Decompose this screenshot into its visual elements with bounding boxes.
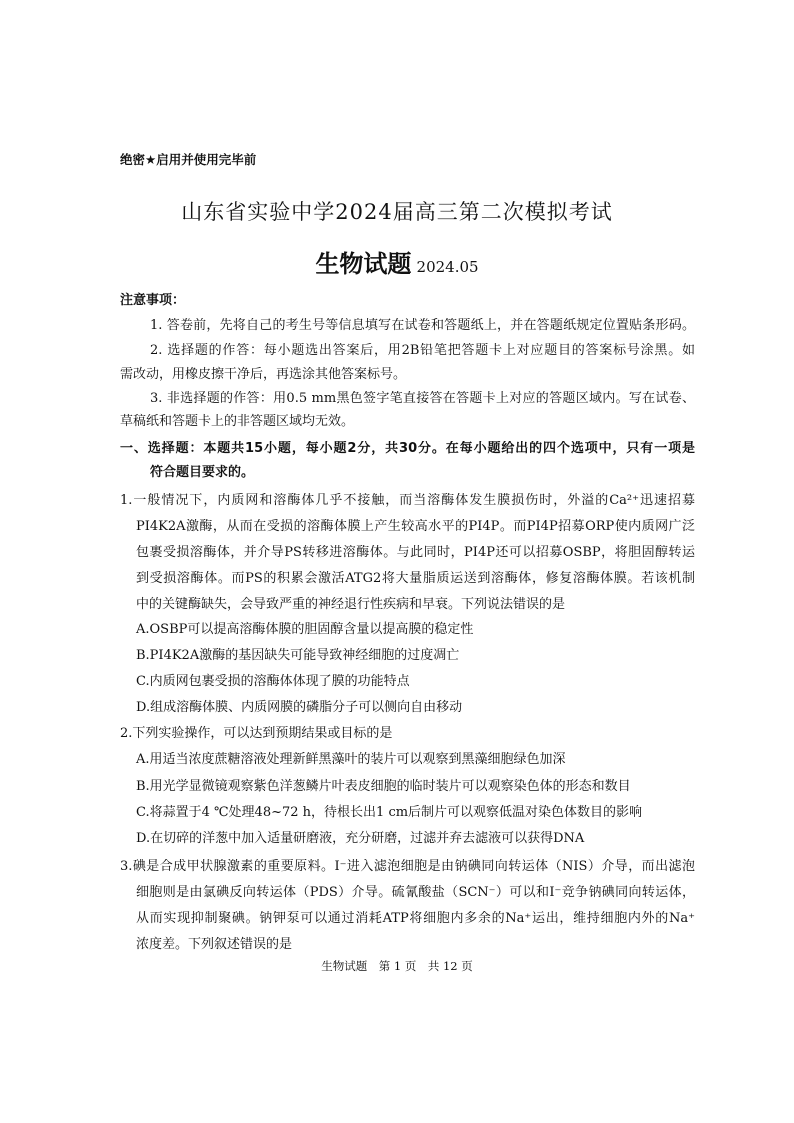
question-2-stem: 2.下列实验操作，可以达到预期结果或目标的是 [120, 726, 393, 741]
question-1-stem: 1.一般情况下，内质网和溶酶体几乎不接触，而当溶酶体发生膜损伤时，外溢的Ca²⁺迅速招募 [120, 493, 695, 508]
question-1-option-a: A.OSBP可以提高溶酶体膜的胆固醇含量以提高膜的稳定性 [136, 622, 474, 637]
question-2-option-d: D.在切碎的洋葱中加入适量研磨液，充分研磨，过滤并弃去滤液可以获得DNA [136, 831, 585, 846]
question-1-stem: PI4K2A激酶，从而在受损的溶酶体膜上产生较高水平的PI4P。而PI4P招募ORP使内质网广泛 [136, 519, 695, 534]
question-1-stem: 中的关键酶缺失，会导致严重的神经退行性疾病和早衰。下列说法错误的是 [136, 597, 566, 612]
page-footer: 生物试题 第 1 页 共 12 页 [321, 959, 473, 973]
question-1-option-d: D.组成溶酶体膜、内质网膜的磷脂分子可以侧向自由移动 [136, 700, 463, 715]
exam-date: 2024.05 [416, 258, 479, 276]
section-heading-cont: 符合题目要求的。 [150, 465, 255, 480]
notice-heading: 注意事项： [120, 293, 186, 308]
question-2-option-b: B.用光学显微镜观察紫色洋葱鳞片叶表皮细胞的临时装片可以观察染色体的形态和数目 [136, 779, 631, 794]
notice-item: 3. 非选择题的作答：用0.5 mm黑色签字笔直接答在答题卡上对应的答题区域内。写在试卷、 [150, 391, 695, 406]
notice-item: 1. 答卷前，先将自己的考生号等信息填写在试卷和答题纸上，并在答题纸规定位置贴条形码。 [150, 318, 695, 333]
subject-title [0, 244, 794, 279]
question-3-stem: 细胞则是由氯碘反向转运体（PDS）介导。硫氰酸盐（SCN⁻）可以和I⁻竞争钠碘同向转运体， [136, 885, 695, 900]
exam-title: 山东省实验中学2024届高三第二次模拟考试 [181, 200, 613, 224]
question-3-stem: 3.碘是合成甲状腺激素的重要原料。I⁻进入滤泡细胞是由钠碘同向转运体（NIS）介导，而出滤泡 [120, 859, 695, 874]
section-heading: 一、选择题：本题共15小题，每小题2分，共30分。在每小题给出的四个选项中，只有一项是 [120, 441, 695, 456]
question-1-stem: 包裹受损溶酶体，并介导PS转移进溶酶体。与此同时，PI4P还可以招募OSBP，将胆固醇转运 [136, 545, 695, 560]
subject-name: 生物试题 [315, 250, 412, 278]
question-1-stem: 到受损溶酶体。而PS的积累会激活ATG2将大量脂质运送到溶酶体，修复溶酶体膜。若该机制 [136, 571, 695, 586]
question-3-stem: 从而实现抑制聚碘。钠钾泵可以通过消耗ATP将细胞内多余的Na⁺运出，维持细胞内外的Na⁺ [136, 911, 695, 926]
notice-item: 需改动，用橡皮擦干净后，再选涂其他答案标号。 [120, 367, 407, 382]
question-2-option-a: A.用适当浓度蔗糖溶液处理新鲜黑藻叶的装片可以观察到黑藻细胞绿色加深 [136, 752, 566, 767]
question-3-stem: 浓度差。下列叙述错误的是 [136, 937, 293, 952]
confidential-label: 绝密★启用并使用完毕前 [120, 152, 257, 167]
question-2-option-c: C.将蒜置于4 ℃处理48~72 h，待根长出1 cm后制片可以观察低温对染色体数目的影响 [136, 805, 643, 820]
notice-item: 草稿纸和答题卡上的非答题区域均无效。 [120, 414, 355, 429]
question-1-option-b: B.PI4K2A激酶的基因缺失可能导致神经细胞的过度凋亡 [136, 648, 460, 663]
notice-item: 2. 选择题的作答：每小题选出答案后，用2B铅笔把答题卡上对应题目的答案标号涂黑。如 [150, 343, 695, 358]
question-1-option-c: C.内质网包裹受损的溶酶体体现了膜的功能特点 [136, 674, 410, 689]
